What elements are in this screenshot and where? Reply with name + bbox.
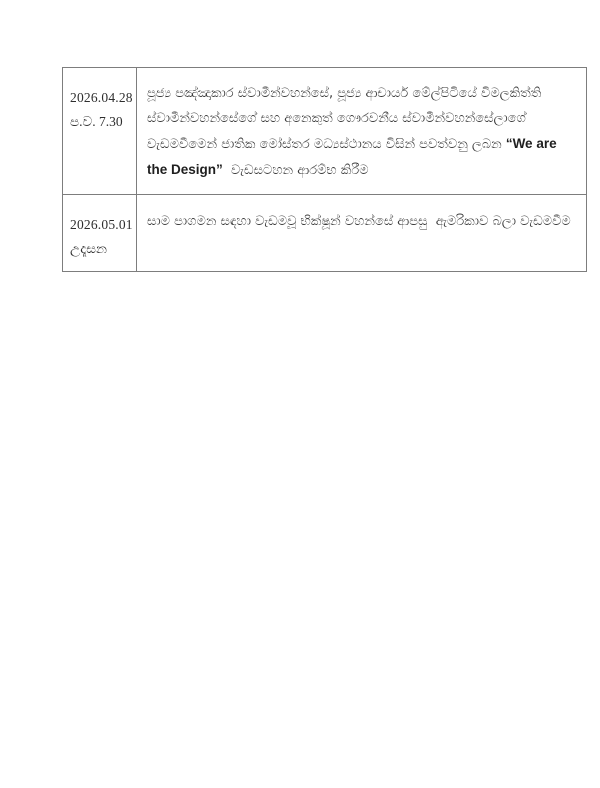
datetime-cell [63,195,137,272]
event-description [138,196,585,244]
description-text-before: පූජ්‍ය පඤ්ඤාකාර ස්වාමීන්වහන්සේ, පූජ්‍ය ආචාර්ය මේල්පිටියේ විමලකිත්ති ස්වාමීන්වහන්සේගේ සහ අනෙකුත් ගෞරවනීය ස්වාමීන්වහන්සේලාගේ වැඩමවීමෙන් ජාතික මෝස්තර මධ්‍යස්ථානය විසින් පවත්වනු ලබන [147,86,546,152]
event-date: 2026.04.28 [70,90,133,105]
description-cell [137,68,587,195]
event-time: උදෑසන [70,241,107,256]
description-text-after: වැඩසටහන ආරම්භ කිරීම [222,163,369,178]
event-time: ප.ව. 7.30 [70,114,123,129]
event-description [138,69,585,193]
datetime-cell [63,68,137,195]
event-date: 2026.05.01 [70,217,133,232]
table-row [63,195,587,272]
description-text-before: සාම පාගමන සඳහා වැඩමවූ භික්ෂූන් වහන්සේ ආපසු ඇමරිකාව බලා වැඩමවීම [147,214,571,229]
table-row [63,68,587,195]
description-cell [137,195,587,272]
event-title-highlight: “We are the Design” [147,136,561,177]
schedule-table [62,67,587,272]
